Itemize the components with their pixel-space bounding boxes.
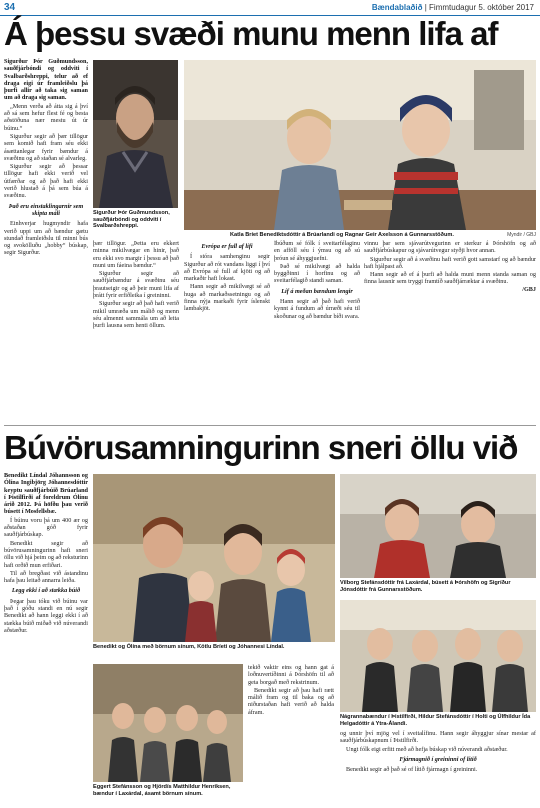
- article1-paragraph: Íbúðum sé fólk í sveitarfélaginu en afföll séu í ýmsu og að sú þróun sé áhyggjuefni.: [274, 240, 360, 262]
- article1-paragraph: Sigurður segir að þessar tillögur hafi ekki verið vel útfærðar og að það hafi ekki verið hlustað á þá sem búa á svæðinu.: [4, 163, 88, 200]
- family-photo-1-graphic: [93, 474, 335, 642]
- family-photo-2: [93, 664, 243, 782]
- article1-paragraph: vinnu þar sem sjávarútvegurinn er sterkur á Þórshöfn og að sauðfjárbúskapur og sjávarútvegur styðji hvor annan.: [364, 240, 536, 255]
- family-photo-2-caption: Eggert Stefánsson og Hjördís Matthildur Henriksen, bændur í Laxárdal, ásamt börnum sínum.: [93, 784, 231, 797]
- article2-paragraph: Benedikt segir að þau hafi rætt málið fram og til baka og að niðurstaðan hafi verið að halda áfram.: [248, 686, 334, 716]
- children-photo-graphic: [184, 60, 536, 230]
- article2-paragraph: Benedikt segir að það sé of lítið fjármagn í greininni.: [346, 766, 478, 774]
- article2-paragraph: og unnir því mjög vel í sveitalífinu. Hann segir áhyggjur sínar mestar af sauðfjárbúskapnum í Þistilfirði.: [340, 730, 536, 745]
- issue-date: Fimmtudagur 5. október 2017: [429, 3, 534, 12]
- article2-column-2: [248, 664, 334, 806]
- article1-paragraph: Sigurður segir að þær tillögur sem komið hafi fram séu ekki ásættanlegar fyrir bændur á svæðinu og að staðan sé alvarleg.: [4, 132, 88, 162]
- article1-paragraph: þær tillögur. „Þetta eru ekkert minna mikilvægar en hinir, það eru ekki svo margir í þessu að það muni um fáeina bændur.“: [93, 240, 179, 269]
- article2-headline: Búvörusamningurinn sneri öllu við: [4, 429, 518, 466]
- article1-paragraph: Hann segir að það hafi verið kynnt á fundum að úrræði séu til skoðunar og að bændur bíði svara.: [274, 298, 360, 320]
- family-photo-2-graphic: [93, 664, 243, 782]
- photo-credit: Myndir / GBJ: [507, 232, 536, 238]
- article1-paragraph: Hann segir að mikilvægt sé að huga að markaðssetningu og að finna nýja markaði fyrir íslenskt lambakjöt.: [184, 283, 270, 313]
- paper-info: Bændablaðið | Fimmtudagur 5. október 2017: [371, 3, 534, 12]
- article1-subhead: Líf á meðan bændum lengir: [281, 287, 353, 295]
- article1-paragraph: Sigurður segir að á svæðinu hafi verið gott samstarf og að bændur hafi hjálpast að.: [364, 255, 536, 270]
- children-photo: [184, 60, 536, 230]
- article1-column-2: [93, 240, 179, 422]
- article2-column-1: [4, 472, 88, 806]
- portrait-photo: [93, 60, 178, 208]
- article2-paragraph: Þegar þau tóku við búinu var það í góðu standi en nú segir Benedikt að hann leggi ekki í að stækka búið miðað við núverandi aðstæður.: [4, 597, 88, 634]
- article1-subhead: Það eru einstaklingarnir sem skipta máli: [8, 202, 84, 217]
- article1-paragraph: „Menn verða að átta sig á því að sá sem hefur flest fé og besta aðstöðuna nær mestu út úr búinu.“: [4, 102, 88, 132]
- article-divider: [4, 425, 536, 426]
- article1-column-4: [274, 240, 360, 422]
- article2-subhead: Legg ekki í að stækka búið: [11, 587, 81, 595]
- article2-subhead: Fjármagnið í greininni of lítið: [399, 755, 477, 763]
- family-photo-1: [93, 474, 335, 642]
- article2-column-3: [340, 730, 536, 806]
- article2-paragraph: Í búinu voru þá um 400 ær og aðstaðan góð fyrir sauðfjárbúskap.: [4, 516, 88, 539]
- article1-paragraph: Sigurður segir að sauðfjárbændur á svæðinu séu þrautseigir og að þeir muni lifa af þrátt fyrir erfiðleika í greininni.: [93, 270, 179, 300]
- article1-column-1: [4, 58, 88, 422]
- article1-paragraph: Í stóra samhenginu segir Sigurður að rót vandans liggi í því að Evrópa sé full af kjöti og að markaðir hafi lokast.: [184, 253, 270, 283]
- article1-paragraph: Hann segir að ef á þurfi að halda muni menn standa saman og finna lausnir sem tryggi framtíð sauðfjárræktar á svæðinu.: [364, 271, 536, 286]
- women-photo-graphic: [340, 474, 536, 578]
- neighbours-photo: [340, 600, 536, 712]
- article2-paragraph: Ungt fólk eigi erfitt með að hefja búskap við núverandi aðstæður.: [346, 745, 508, 753]
- article2-paragraph: Benedikt segir að búvörusamningurinn hafi sneri öllu við hjá þeim og að reksturinn hafi orðið mun erfiðari.: [4, 539, 88, 569]
- article1-column-3: [184, 240, 270, 422]
- article1-subhead: Evrópa er full af lífi: [201, 243, 253, 250]
- portrait-photo-graphic: [93, 60, 178, 208]
- neighbours-photo-graphic: [340, 600, 536, 712]
- article2-paragraph: tekið vaktir eins og hann gat á loðnuvertíðinni á Þórshöfn til að geta borgað með rekstrinum.: [248, 664, 334, 686]
- page-number: 34: [4, 2, 16, 13]
- article1-paragraph: Það sé mikilvægt að halda byggðinni í horfinu og að sveitarfélagið standi saman.: [274, 262, 360, 285]
- article1-column-5: [364, 240, 536, 422]
- women-photo-caption: Vilborg Stefánsdóttir frá Laxárdal, búsett á Þórshöfn og Sigríður Jónsdóttir frá Gunnarsstöðum.: [340, 580, 511, 593]
- article1-headline: Á þessu svæði munu menn lifa af: [4, 15, 498, 52]
- children-photo-caption: Katla Bríet Benediktsdóttir á Brúarlandi og Ragnar Geir Axelsson á Gunnarsstöðum.: [230, 232, 454, 238]
- article1-lead: Sigurður Þór Guðmundsson, sauðfjárbóndi og oddviti í Svalbarðshreppi, telur að ef draga eigi úr framleiðslu þá þurfi allir að taka sig saman um að draga sig saman.: [4, 58, 88, 102]
- article1-paragraph: Einhverjar hugmyndir hafa verið uppi um að bændur gætu stundað framleiðslu til minni bús og svokölluðu „hobby“ búskap, segir Sigurður.: [4, 220, 88, 257]
- article2-lead: Benedikt Líndal Jóhannsson og Ólína Ingibjörg Jóhannesdóttir keyptu sauðfjárbúið Brúarland í Þistilfirði af foreldrum Ólínu árið 2012. Þá höfðu þau verið búsett í Mosfellsbæ.: [4, 472, 88, 516]
- family-photo-1-caption: Benedikt og Ólína með börnum sínum, Kötlu Bríeti og Jóhannesi Líndal.: [93, 644, 285, 650]
- paper-name: Bændablaðið: [371, 3, 423, 12]
- portrait-caption: Sigurður Þór Guðmundsson, sauðfjárbóndi og oddviti í Svalbarðshreppi.: [93, 210, 170, 230]
- neighbours-photo-caption: Nágrannabændur í Þistilfirði, Hildur Stefánsdóttir í Holti og Úlfhildur Ída Helgadóttir á Ytra-Álandi.: [340, 714, 531, 727]
- article2-paragraph: Til að bregðast við ástandinu hafa þau leitað annarra leiða.: [4, 569, 88, 585]
- article1-paragraph: Sigurður segir að það hafi verið mikil umræða um málið og menn séu almennt sammála um að leita þurfi lausna sem henti öllum.: [93, 300, 179, 330]
- women-photo: [340, 474, 536, 578]
- article1-signature: /GBJ: [522, 285, 536, 293]
